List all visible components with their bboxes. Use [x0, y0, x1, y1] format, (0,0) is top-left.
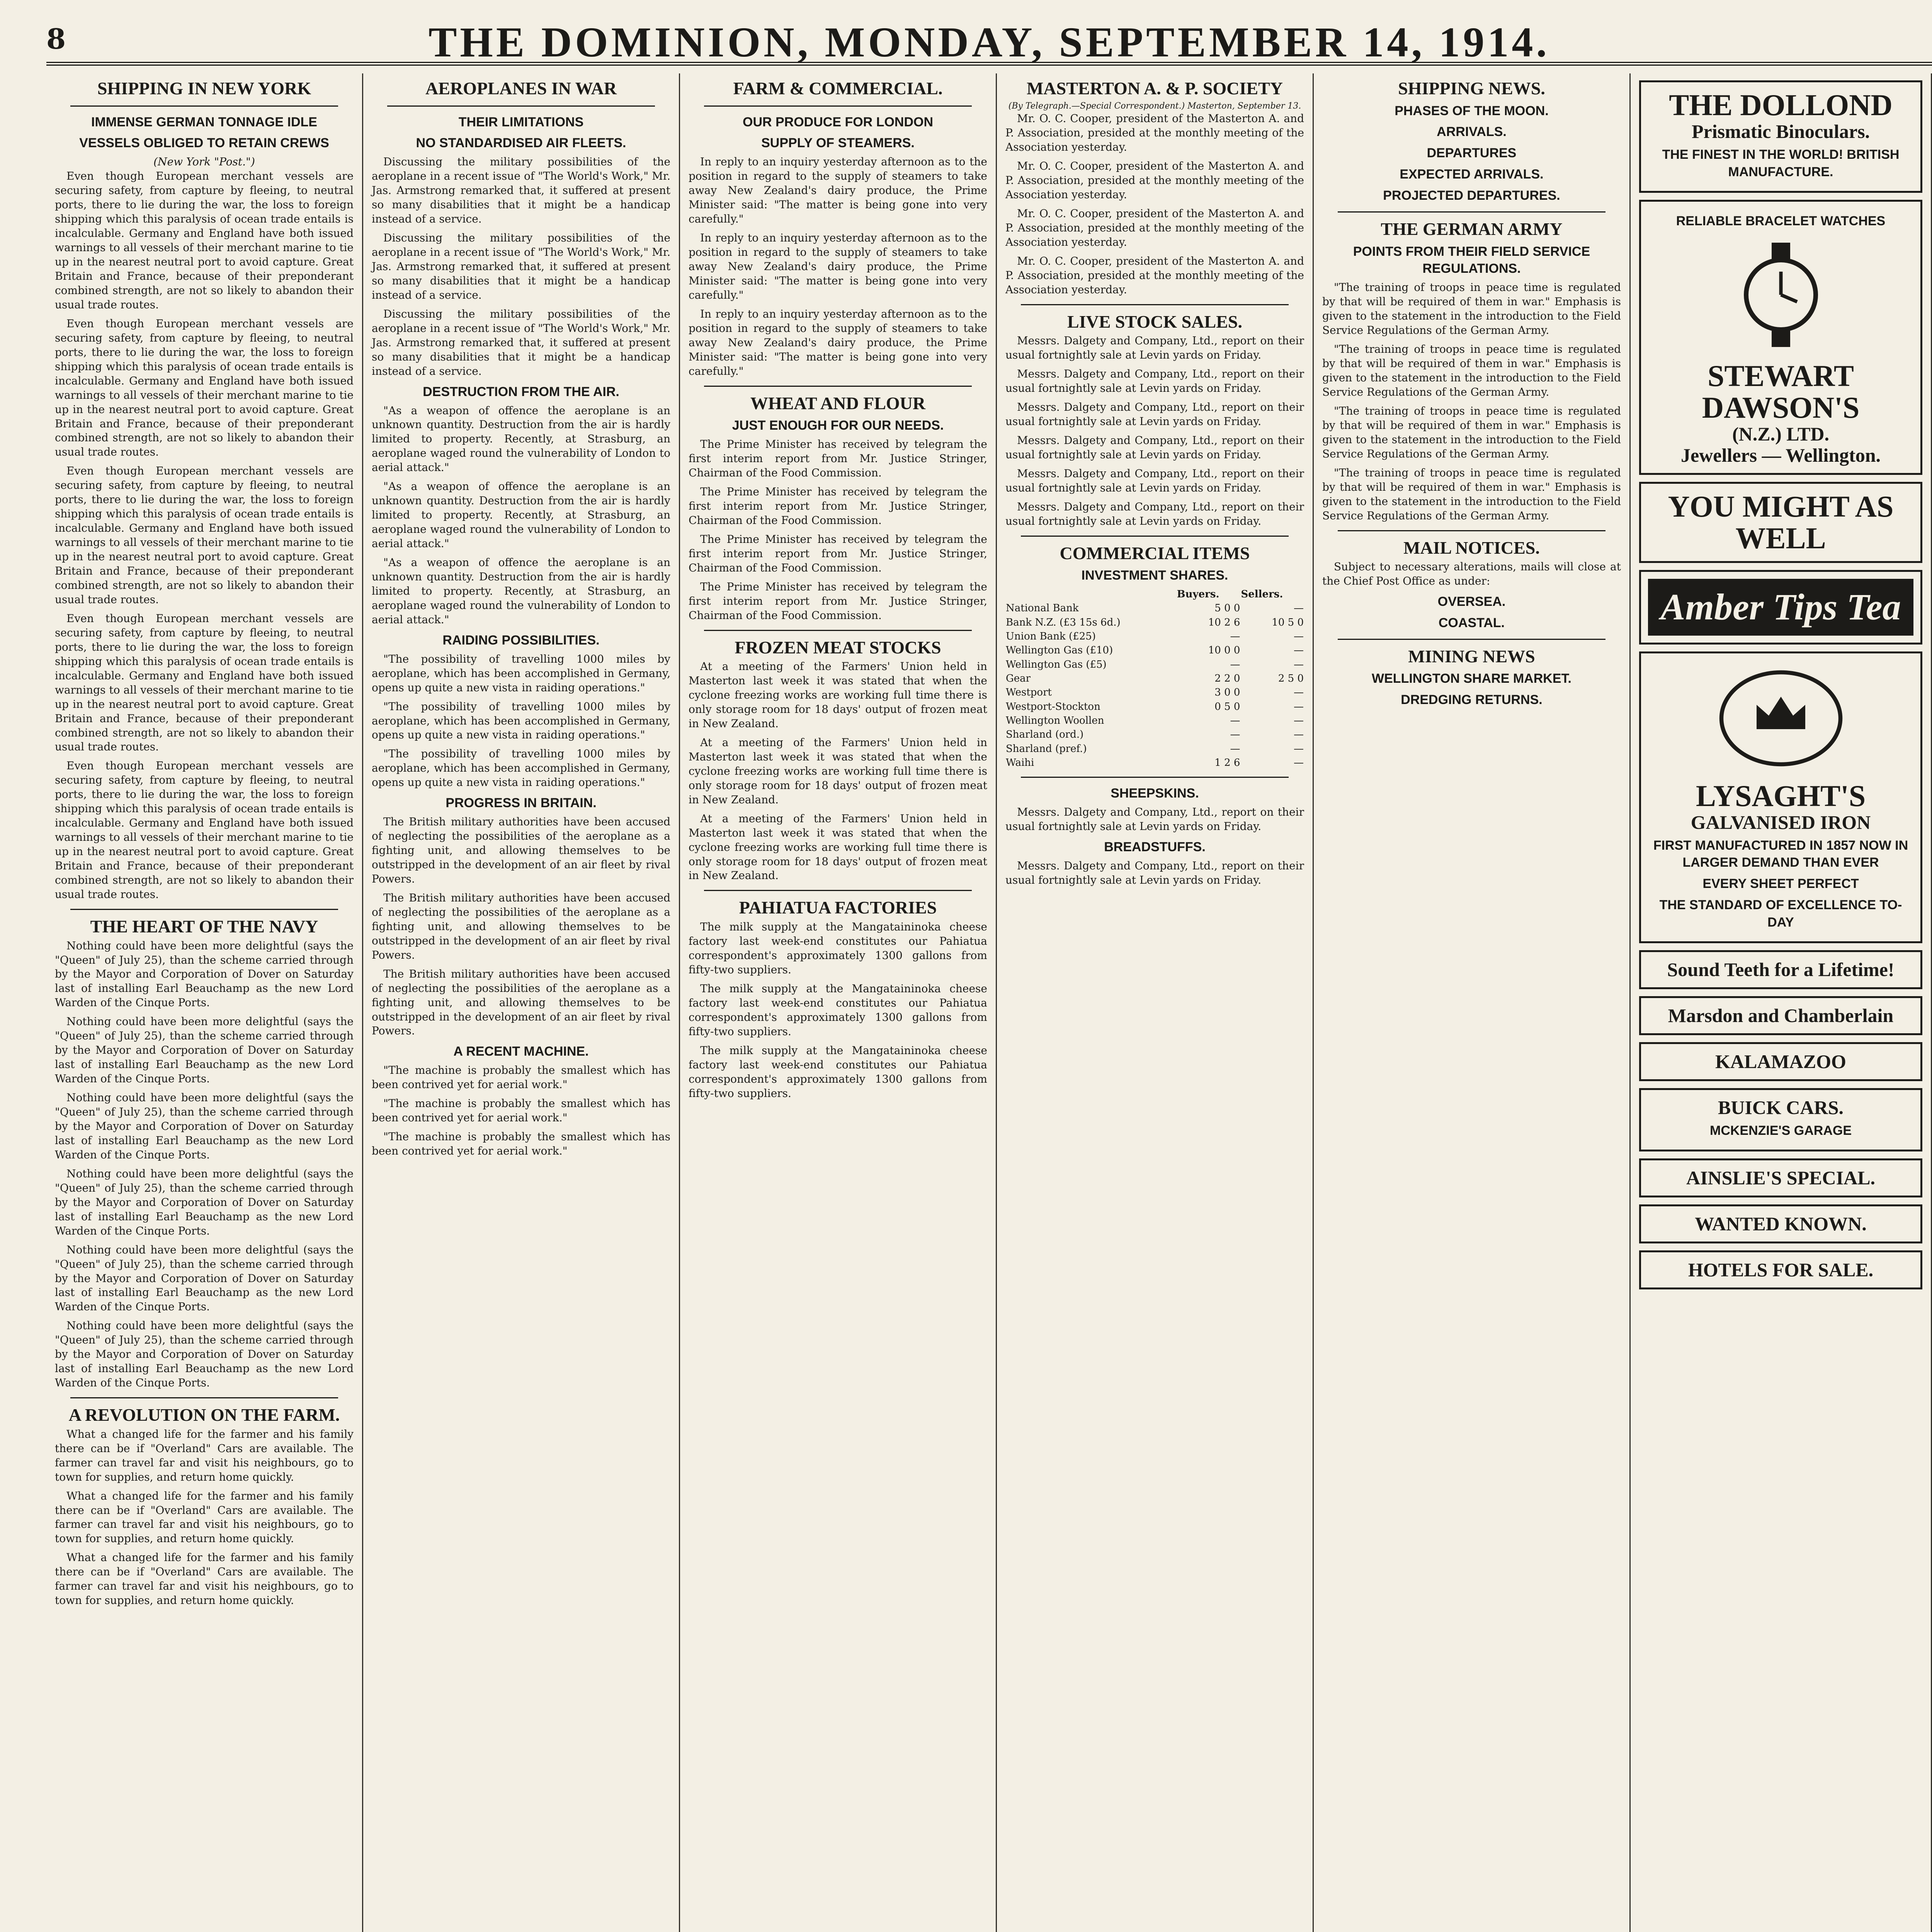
ad-title: HOTELS FOR SALE.: [1688, 1259, 1874, 1281]
table-cell: —: [1294, 658, 1304, 670]
article-body: Messrs. Dalgety and Company, Ltd., report on their usual fortnightly sale at Levin yards on Friday.: [1005, 334, 1304, 362]
table-row: [1005, 616, 1304, 629]
table-cell: 0 5 0: [1214, 701, 1240, 713]
article-body: Messrs. Dalgety and Company, Ltd., report on their usual fortnightly sale at Levin yards on Friday.: [1005, 434, 1304, 461]
article-body: At a meeting of the Farmers' Union held in Masterton last week it was stated that when the cyclone freezing works are working full time there is only storage room for 18 days' output of frozen meat in New Zealand.: [689, 736, 987, 806]
table-row: [1005, 685, 1304, 699]
article-headline: MASTERTON A. & P. SOCIETY: [1027, 78, 1283, 98]
ad-stewart-dawson: [1639, 200, 1922, 475]
article-body: "The training of troops in peace time is regulated by that will be required of them in war." Emphasis is given to the statement in the introduction to the Field Service Regulations of the German Army.: [1322, 466, 1621, 522]
table-cell: Waihi: [1006, 757, 1034, 769]
ad-marsdon: [1639, 996, 1922, 1035]
table-cell: —: [1294, 602, 1304, 614]
article-body: The Prime Minister has received by telegram the first interim report from Mr. Justice Stringer, Chairman of the Food Commission.: [689, 438, 987, 480]
table-row: [1005, 643, 1304, 657]
article-headline: SHIPPING IN NEW YORK: [97, 78, 311, 98]
article-subheading: DREDGING RETURNS.: [1401, 692, 1543, 707]
table-cell: Wellington Gas (£10): [1006, 645, 1113, 656]
article-headline: MAIL NOTICES.: [1403, 537, 1540, 558]
table-cell: 2 5 0: [1278, 673, 1304, 684]
table-cell: 3 0 0: [1214, 687, 1240, 699]
article-body: The Prime Minister has received by telegram the first interim report from Mr. Justice Stringer, Chairman of the Food Commission.: [689, 485, 987, 527]
ad-line: THE STANDARD OF EXCELLENCE TO-DAY: [1659, 898, 1902, 930]
article-body: Nothing could have been more delightful (says the "Queen" of July 25), than the scheme carried through by the Mayor and Corporation of Dover on Saturday last of installing Earl Beauchamp as the new Lord Warden of the Cinque Ports.: [55, 1091, 354, 1161]
divider: [1338, 211, 1605, 213]
article-headline: AEROPLANES IN WAR: [425, 78, 617, 98]
ad-line: MCKENZIE'S GARAGE: [1710, 1123, 1852, 1138]
table-row: [1005, 714, 1304, 728]
article-headline: PAHIATUA FACTORIES: [739, 898, 937, 918]
article-subheading: PROGRESS IN BRITAIN.: [446, 796, 597, 811]
ad-title: KALAMAZOO: [1715, 1050, 1846, 1072]
table-cell: —: [1230, 743, 1240, 755]
article-body: At a meeting of the Farmers' Union held in Masterton last week it was stated that when the cyclone freezing works are working full time there is only storage room for 18 days' output of frozen meat in New Zealand.: [689, 660, 987, 730]
article-body: Even though European merchant vessels are securing safety, from capture by fleeing, to neutral ports, there to lie during the war, the loss to foreign shipping which this paralysis of ocean trade entails is incalculable. Germany and England have both issued warnings to all vessels of their merchant marine to tie up in the nearest neutral port to avoid capture. Great Britain and France, because of their preponderant combined strength, are not so likely to abandon their usual trade routes.: [55, 464, 354, 606]
article-body: Subject to necessary alterations, mails will close at the Chief Post Office as under:: [1322, 560, 1621, 588]
table-cell: Wellington Gas (£5): [1006, 658, 1107, 670]
article-body: The Prime Minister has received by telegram the first interim report from Mr. Justice Stringer, Chairman of the Food Commission.: [689, 532, 987, 574]
article-body: Even though European merchant vessels are securing safety, from capture by fleeing, to neutral ports, there to lie during the war, the loss to foreign shipping which this paralysis of ocean trade entails is incalculable. Germany and England have both issued warnings to all vessels of their merchant marine to tie up in the nearest neutral port to avoid capture. Great Britain and France, because of their preponderant combined strength, are not so likely to abandon their usual trade routes.: [55, 317, 354, 459]
table-row: [1005, 672, 1304, 685]
article-subheading: PROJECTED DEPARTURES.: [1383, 188, 1560, 203]
article-body: Messrs. Dalgety and Company, Ltd., report on their usual fortnightly sale at Levin yards on Friday.: [1005, 367, 1304, 395]
article-subheading: A RECENT MACHINE.: [453, 1044, 589, 1059]
ad-amber-tips: [1639, 570, 1922, 645]
ad-title: YOU MIGHT AS WELL: [1668, 490, 1894, 555]
article-body: In reply to an inquiry yesterday afternoon as to the position in regard to the supply of steamers to take away New Zealand's dairy produce, the Prime Minister said: "The matter is being gone into very carefully.": [689, 307, 987, 378]
divider: [1338, 639, 1605, 640]
table-cell: Bank N.Z. (£3 15s 6d.): [1006, 616, 1121, 628]
divider: [1021, 777, 1289, 778]
article-body: The milk supply at the Mangataininoka cheese factory last week-end constitutes our Pahiatua correspondent's approximately 1300 gallons from fifty-two suppliers.: [689, 982, 987, 1038]
ad-title: BUICK CARS.: [1718, 1096, 1844, 1118]
article-headline: A REVOLUTION ON THE FARM.: [68, 1405, 340, 1425]
article-body: "The training of troops in peace time is regulated by that will be required of them in war." Emphasis is given to the statement in the introduction to the Field Service Regulations of the German Army.: [1322, 343, 1621, 398]
dateline: (By Telegraph.—Special Correspondent.) Masterton, September 13.: [1008, 101, 1301, 111]
divider: [704, 890, 972, 891]
divider: [1021, 536, 1289, 537]
article-body: "The training of troops in peace time is regulated by that will be required of them in war." Emphasis is given to the statement in the introduction to the Field Service Regulations of the German Army.: [1322, 281, 1621, 337]
article-subheading: IMMENSE GERMAN TONNAGE IDLE: [91, 114, 317, 129]
column-shipping-news: [1314, 73, 1631, 1932]
ad-line: RELIABLE BRACELET WATCHES: [1676, 213, 1886, 228]
article-body: Nothing could have been more delightful (says the "Queen" of July 25), than the scheme carried through by the Mayor and Corporation of Dover on Saturday last of installing Earl Beauchamp as the new Lord Warden of the Cinque Ports.: [55, 1243, 354, 1313]
article-body: What a changed life for the farmer and his family there can be if "Overland" Cars are available. The farmer can travel far and visit his neighbours, go to town for supplies, and return home quickly.: [55, 1489, 354, 1545]
article-body: What a changed life for the farmer and his family there can be if "Overland" Cars are available. The farmer can travel far and visit his neighbours, go to town for supplies, and return home quickly.: [55, 1551, 354, 1607]
newspaper-title: THE DOMINION, MONDAY, SEPTEMBER 14, 1914.: [428, 19, 1550, 66]
ad-line: THE FINEST IN THE WORLD! BRITISH MANUFACTURE.: [1662, 147, 1900, 179]
divider: [1021, 304, 1289, 305]
ad-hotels: [1639, 1250, 1922, 1289]
article-subheading: THEIR LIMITATIONS: [458, 114, 584, 129]
article-body: Mr. O. C. Cooper, president of the Masterton A. and P. Association, presided at the monthly meeting of the Association yesterday.: [1005, 254, 1304, 296]
article-subheading: WELLINGTON SHARE MARKET.: [1372, 671, 1571, 686]
article-body: Messrs. Dalgety and Company, Ltd., report on their usual fortnightly sale at Levin yards on Friday.: [1005, 806, 1304, 833]
ad-title: Amber Tips Tea: [1648, 579, 1913, 636]
article-body: "The possibility of travelling 1000 miles by aeroplane, which has been accomplished in Germany, opens up quite a new vista in raiding operations.": [372, 700, 670, 742]
article-body: Even though European merchant vessels are securing safety, from capture by fleeing, to neutral ports, there to lie during the war, the loss to foreign shipping which this paralysis of ocean trade entails is incalculable. Germany and England have both issued warnings to all vessels of their merchant marine to tie up in the nearest neutral port to avoid capture. Great Britain and France, because of their preponderant combined strength, are not so likely to abandon their usual trade routes.: [55, 759, 354, 901]
article-subheading: NO STANDARDISED AIR FLEETS.: [416, 136, 626, 151]
article-headline: MINING NEWS: [1408, 646, 1535, 666]
table-header-cell: Buyers.: [1177, 588, 1219, 600]
table-row: [1005, 756, 1304, 770]
table-cell: —: [1230, 658, 1240, 670]
article-body: "As a weapon of offence the aeroplane is an unknown quantity. Destruction from the air is hardly limited to property. Recently, at Strasburg, an aeroplane waged round the vulnerability of London to aerial attack.": [372, 480, 670, 550]
table-cell: —: [1294, 645, 1304, 656]
article-headline: FROZEN MEAT STOCKS: [735, 637, 941, 657]
table-cell: —: [1294, 743, 1304, 755]
article-body: Discussing the military possibilities of the aeroplane in a recent issue of "The World's Work," Mr. Jas. Armstrong remarked that, it suffered at present so many disabilities that it might be a handicap instead of a service.: [372, 307, 670, 378]
article-body: "The possibility of travelling 1000 miles by aeroplane, which has been accomplished in Germany, opens up quite a new vista in raiding operations.": [372, 652, 670, 694]
ad-title: WANTED KNOWN.: [1695, 1213, 1867, 1235]
column-advertisements: [1631, 73, 1932, 1932]
article-body: Mr. O. C. Cooper, president of the Masterton A. and P. Association, presided at the monthly meeting of the Association yesterday.: [1005, 112, 1304, 154]
section-headline: SHIPPING NEWS.: [1398, 78, 1545, 98]
ad-subtitle: Prismatic Binoculars.: [1691, 120, 1870, 142]
article-subheading: EXPECTED ARRIVALS.: [1400, 167, 1544, 182]
article-body: Messrs. Dalgety and Company, Ltd., report on their usual fortnightly sale at Levin yards on Friday.: [1005, 401, 1304, 428]
table-cell: —: [1294, 714, 1304, 726]
article-body: "The possibility of travelling 1000 miles by aeroplane, which has been accomplished in Germany, opens up quite a new vista in raiding operations.": [372, 747, 670, 789]
table-cell: 5 0 0: [1214, 602, 1240, 614]
article-subheading: JUST ENOUGH FOR OUR NEEDS.: [732, 418, 944, 433]
article-body: Mr. O. C. Cooper, president of the Masterton A. and P. Association, presided at the monthly meeting of the Association yesterday.: [1005, 160, 1304, 201]
column-shipping-new-york: [46, 73, 363, 1932]
divider: [70, 105, 338, 107]
article-subheading: POINTS FROM THEIR FIELD SERVICE REGULATIONS.: [1353, 244, 1590, 276]
table-cell: —: [1294, 757, 1304, 769]
article-headline: WHEAT AND FLOUR: [750, 393, 926, 413]
divider: [704, 630, 972, 631]
divider: [704, 386, 972, 387]
table-cell: 2 2 0: [1214, 673, 1240, 684]
article-subheading: VESSELS OBLIGED TO RETAIN CREWS: [79, 136, 329, 151]
watch-icon: [1723, 237, 1839, 353]
table-row: [1005, 728, 1304, 742]
ad-title: LYSAGHT'S: [1696, 779, 1866, 813]
ad-title: Marsdon and Chamberlain: [1668, 1004, 1894, 1026]
ad-title: Sound Teeth for a Lifetime!: [1667, 958, 1895, 980]
article-body: Discussing the military possibilities of the aeroplane in a recent issue of "The World's Work," Mr. Jas. Armstrong remarked that, it suffered at present so many disabilities that it might be a handicap instead of a service.: [372, 231, 670, 301]
table-cell: 10 5 0: [1272, 616, 1304, 628]
table-cell: —: [1230, 631, 1240, 643]
article-body: Nothing could have been more delightful (says the "Queen" of July 25), than the scheme carried through by the Mayor and Corporation of Dover on Saturday last of installing Earl Beauchamp as the new Lord Warden of the Cinque Ports.: [55, 1015, 354, 1085]
article-body: The Prime Minister has received by telegram the first interim report from Mr. Justice Stringer, Chairman of the Food Commission.: [689, 580, 987, 622]
table-row: [1005, 742, 1304, 756]
ad-line: FIRST MANUFACTURED IN 1857 NOW IN LARGER DEMAND THAN EVER: [1653, 838, 1908, 870]
table-cell: Westport-Stockton: [1006, 701, 1100, 713]
ad-title: THE DOLLOND: [1669, 88, 1893, 122]
article-subheading: COASTAL.: [1438, 615, 1505, 630]
shares-table: [1005, 587, 1304, 770]
article-subheading: INVESTMENT SHARES.: [1081, 568, 1228, 583]
table-header-cell: [1005, 587, 1177, 601]
ad-wanted-known: [1639, 1204, 1922, 1243]
page-number: 8: [46, 22, 66, 55]
divider: [1338, 530, 1605, 531]
article-body: Messrs. Dalgety and Company, Ltd., report on their usual fortnightly sale at Levin yards on Friday.: [1005, 500, 1304, 527]
article-body: In reply to an inquiry yesterday afternoon as to the position in regard to the supply of steamers to take away New Zealand's dairy produce, the Prime Minister said: "The matter is being gone into very carefully.": [689, 155, 987, 226]
article-body: At a meeting of the Farmers' Union held in Masterton last week it was stated that when the cyclone freezing works are working full time there is only storage room for 18 days' output of frozen meat in New Zealand.: [689, 812, 987, 882]
article-body: Messrs. Dalgety and Company, Ltd., report on their usual fortnightly sale at Levin yards on Friday.: [1005, 467, 1304, 494]
table-cell: Sharland (ord.): [1006, 729, 1084, 741]
article-subheading: BREADSTUFFS.: [1104, 839, 1206, 854]
column-masterton-commercial: [997, 73, 1314, 1932]
article-body: Even though European merchant vessels are securing safety, from capture by fleeing, to neutral ports, there to lie during the war, the loss to foreign shipping which this paralysis of ocean trade entails is incalculable. Germany and England have both issued warnings to all vessels of their merchant marine to tie up in the nearest neutral port to avoid capture. Great Britain and France, because of their preponderant combined strength, are not so likely to abandon their usual trade routes.: [55, 612, 354, 753]
article-body: The milk supply at the Mangataininoka cheese factory last week-end constitutes our Pahiatua correspondent's approximately 1300 gallons from fifty-two suppliers.: [689, 1044, 987, 1100]
article-body: "As a weapon of offence the aeroplane is an unknown quantity. Destruction from the air is hardly limited to property. Recently, at Strasburg, an aeroplane waged round the vulnerability of London to aerial attack.": [372, 404, 670, 474]
column-aeroplanes: [363, 73, 680, 1932]
article-subheading: SUPPLY OF STEAMERS.: [761, 136, 915, 151]
article-subheading: OUR PRODUCE FOR LONDON: [743, 114, 933, 129]
ad-lysaght: [1639, 651, 1922, 943]
article-body: What a changed life for the farmer and his family there can be if "Overland" Cars are available. The farmer can travel far and visit his neighbours, go to town for supplies, and return home quickly.: [55, 1427, 354, 1483]
table-header-row: [1005, 587, 1304, 601]
ad-ainslie: [1639, 1158, 1922, 1197]
article-headline: THE HEART OF THE NAVY: [90, 916, 318, 936]
table-cell: Wellington Woollen: [1006, 714, 1104, 726]
column-farm-commercial: [680, 73, 997, 1932]
crown-seal-icon: [1711, 664, 1850, 772]
article-headline: COMMERCIAL ITEMS: [1060, 543, 1250, 563]
table-cell: Westport: [1006, 687, 1052, 699]
divider: [387, 105, 655, 107]
ad-dollond: [1639, 80, 1922, 193]
article-body: "The machine is probably the smallest which has been contrived yet for aerial work.": [372, 1097, 670, 1124]
article-body: Nothing could have been more delightful (says the "Queen" of July 25), than the scheme carried through by the Mayor and Corporation of Dover on Saturday last of installing Earl Beauchamp as the new Lord Warden of the Cinque Ports.: [55, 1167, 354, 1237]
ad-line: Jewellers — Wellington.: [1680, 444, 1881, 466]
table-cell: 1 2 6: [1214, 757, 1240, 769]
table-cell: —: [1294, 631, 1304, 643]
article-headline: THE GERMAN ARMY: [1381, 219, 1563, 239]
table-cell: 10 2 6: [1208, 616, 1240, 628]
article-body: "As a weapon of offence the aeroplane is an unknown quantity. Destruction from the air is hardly limited to property. Recently, at Strasburg, an aeroplane waged round the vulnerability of London to aerial attack.": [372, 556, 670, 626]
article-body: Nothing could have been more delightful (says the "Queen" of July 25), than the scheme carried through by the Mayor and Corporation of Dover on Saturday last of installing Earl Beauchamp as the new Lord Warden of the Cinque Ports.: [55, 939, 354, 1009]
article-subheading: OVERSEA.: [1437, 594, 1506, 609]
ad-sound-teeth: [1639, 950, 1922, 989]
article-body: The British military authorities have been accused of neglecting the possibilities of the aeroplane as a fighting unit, and allowing themselves to be outstripped in the development of an air fleet by rival Powers.: [372, 967, 670, 1037]
article-body: The British military authorities have been accused of neglecting the possibilities of the aeroplane as a fighting unit, and allowing themselves to be outstripped in the development of an air fleet by rival Powers.: [372, 815, 670, 885]
section-headline: FARM & COMMERCIAL.: [733, 78, 943, 98]
article-body: "The machine is probably the smallest which has been contrived yet for aerial work.": [372, 1130, 670, 1158]
masthead: [46, 15, 1932, 66]
article-subheading: RAIDING POSSIBILITIES.: [442, 633, 600, 648]
article-body: Mr. O. C. Cooper, president of the Masterton A. and P. Association, presided at the monthly meeting of the Association yesterday.: [1005, 207, 1304, 248]
article-subheading: DESTRUCTION FROM THE AIR.: [423, 384, 619, 399]
ad-buick: [1639, 1088, 1922, 1151]
table-header-cell: Sellers.: [1241, 588, 1283, 600]
table-row: [1005, 700, 1304, 714]
divider: [704, 105, 972, 107]
ad-you-might: [1639, 482, 1922, 563]
ad-title: AINSLIE'S SPECIAL.: [1686, 1167, 1876, 1189]
table-cell: Sharland (pref.): [1006, 743, 1087, 755]
table-cell: —: [1230, 714, 1240, 726]
table-row: [1005, 601, 1304, 615]
article-body: "The training of troops in peace time is regulated by that will be required of them in war." Emphasis is given to the statement in the introduction to the Field Service Regulations of the German Army.: [1322, 404, 1621, 460]
table-cell: 10 0 0: [1208, 645, 1240, 656]
article-subheading: PHASES OF THE MOON.: [1395, 103, 1549, 118]
table-row: [1005, 629, 1304, 643]
article-headline: LIVE STOCK SALES.: [1067, 311, 1242, 332]
article-subheading: DEPARTURES: [1427, 146, 1517, 161]
ad-kalamazoo: [1639, 1042, 1922, 1081]
ad-title: STEWART DAWSON'S: [1702, 359, 1860, 425]
article-body: The milk supply at the Mangataininoka cheese factory last week-end constitutes our Pahiatua correspondent's approximately 1300 gallons from fifty-two suppliers.: [689, 920, 987, 976]
table-cell: —: [1294, 687, 1304, 699]
article-subheading: ARRIVALS.: [1437, 124, 1507, 139]
article-body: Discussing the military possibilities of the aeroplane in a recent issue of "The World's Work," Mr. Jas. Armstrong remarked that, it suffered at present so many disabilities that it might be a handicap instead of a service.: [372, 155, 670, 226]
ad-line: EVERY SHEET PERFECT: [1702, 876, 1859, 891]
ad-subtitle: (N.Z.) LTD.: [1732, 423, 1829, 445]
table-cell: —: [1230, 729, 1240, 741]
dateline: (New York "Post."): [153, 155, 255, 168]
table-cell: Union Bank (£25): [1006, 631, 1096, 643]
article-body: "The machine is probably the smallest which has been contrived yet for aerial work.": [372, 1064, 670, 1091]
table-cell: Gear: [1006, 673, 1031, 684]
table-cell: —: [1294, 701, 1304, 713]
article-body: The British military authorities have been accused of neglecting the possibilities of the aeroplane as a fighting unit, and allowing themselves to be outstripped in the development of an air fleet by rival Powers.: [372, 891, 670, 961]
table-row: [1005, 658, 1304, 672]
table-cell: —: [1294, 729, 1304, 741]
divider: [70, 1397, 338, 1398]
table-cell: National Bank: [1006, 602, 1079, 614]
article-body: Even though European merchant vessels are securing safety, from capture by fleeing, to neutral ports, there to lie during the war, the loss to foreign shipping which this paralysis of ocean trade entails is incalculable. Germany and England have both issued warnings to all vessels of their merchant marine to tie up in the nearest neutral port to avoid capture. Great Britain and France, because of their preponderant combined strength, are not so likely to abandon their usual trade routes.: [55, 170, 354, 311]
article-body: Messrs. Dalgety and Company, Ltd., report on their usual fortnightly sale at Levin yards on Friday.: [1005, 859, 1304, 886]
divider: [70, 909, 338, 910]
ad-subtitle: GALVANISED IRON: [1690, 811, 1871, 833]
article-subheading: SHEEPSKINS.: [1111, 786, 1199, 801]
article-body: In reply to an inquiry yesterday afternoon as to the position in regard to the supply of steamers to take away New Zealand's dairy produce, the Prime Minister said: "The matter is being gone into very carefully.": [689, 231, 987, 301]
article-body: Nothing could have been more delightful (says the "Queen" of July 25), than the scheme carried through by the Mayor and Corporation of Dover on Saturday last of installing Earl Beauchamp as the new Lord Warden of the Cinque Ports.: [55, 1319, 354, 1389]
